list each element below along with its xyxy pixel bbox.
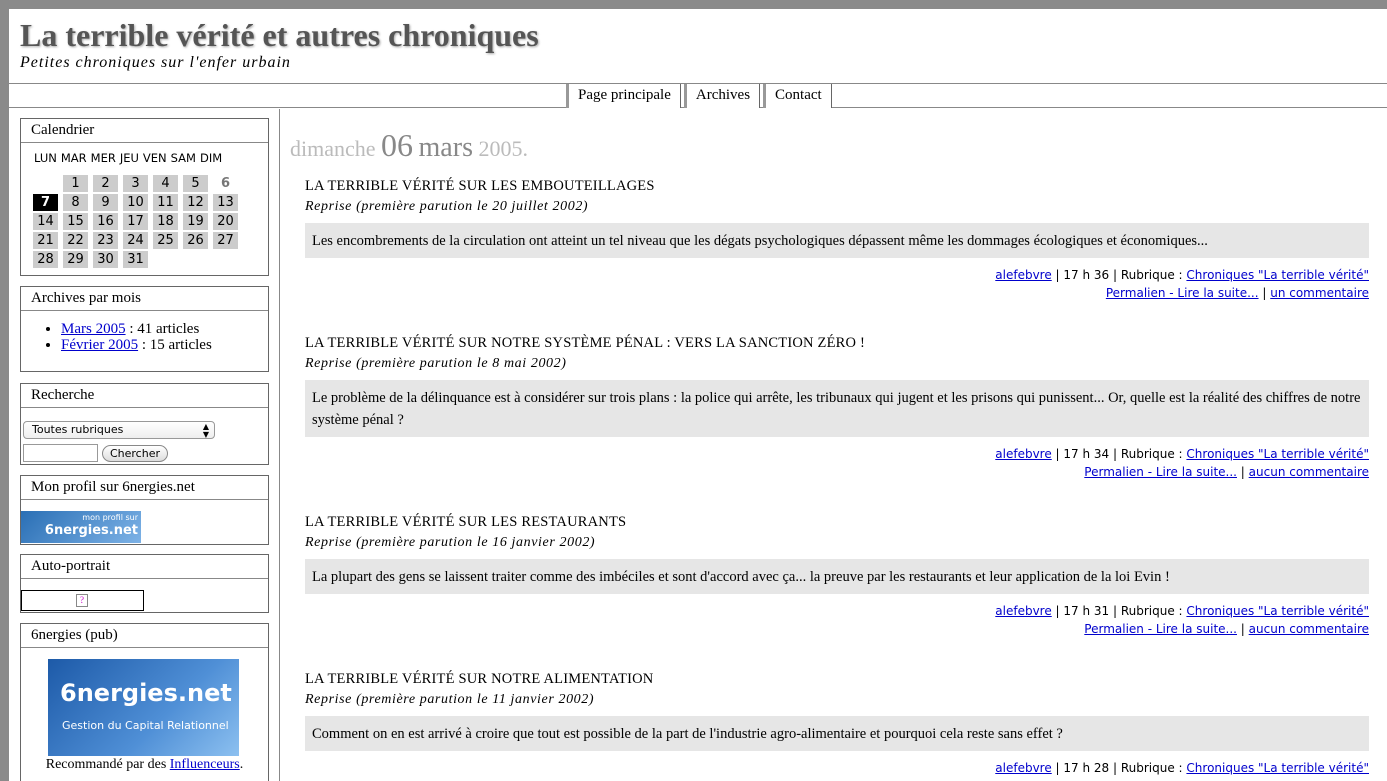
calendar-title: Calendrier xyxy=(21,119,268,143)
post-subtitle: Reprise (première parution le 20 juillet 2002) xyxy=(305,199,589,214)
archives-list xyxy=(21,321,268,353)
weekday: SAM xyxy=(170,151,196,165)
calendar-day[interactable]: 6 xyxy=(220,176,231,191)
calendar-day[interactable]: 27 xyxy=(213,232,238,249)
calendar-day[interactable]: 28 xyxy=(33,251,58,268)
calendar-day[interactable]: 23 xyxy=(93,232,118,249)
calendar-day[interactable]: 11 xyxy=(153,194,178,211)
post-body: Le problème de la délinquance est à considérer sur trois plans : la police qui arrête, les tribunaux qui jugent et les prisons qui punissent... Or, quelle est la réalité des chiffres de notre système pénal ? xyxy=(305,380,1369,437)
calendar-day[interactable]: 29 xyxy=(63,251,88,268)
post-time: | 17 h 28 | Rubrique : xyxy=(1051,761,1187,775)
ad-caption xyxy=(21,757,268,773)
archive-count: : 15 articles xyxy=(138,337,212,353)
post-time: | 17 h 31 | Rubrique : xyxy=(1051,604,1187,618)
rubrique-link[interactable]: Chroniques "La terrible vérité" xyxy=(1186,604,1369,618)
weekday: JEU xyxy=(119,151,139,165)
weekday: MAR xyxy=(60,151,87,165)
post-title: LA TERRIBLE VÉRITÉ SUR NOTRE ALIMENTATION xyxy=(305,671,654,687)
calendar-day[interactable]: 10 xyxy=(123,194,148,211)
comments-link[interactable]: aucun commentaire xyxy=(1248,622,1369,636)
calendar-day[interactable]: 1 xyxy=(63,175,88,192)
profile-badge[interactable] xyxy=(21,511,141,543)
profile-title: Mon profil sur 6nergies.net xyxy=(21,476,268,500)
post-subtitle: Reprise (première parution le 11 janvier 2002) xyxy=(305,692,595,707)
calendar-empty-cell xyxy=(213,251,238,268)
date-weekday: dimanche xyxy=(290,136,376,161)
post-title: LA TERRIBLE VÉRITÉ SUR LES RESTAURANTS xyxy=(305,514,627,530)
calendar-day[interactable]: 5 xyxy=(183,175,208,192)
portrait-title: Auto-portrait xyxy=(21,555,268,579)
calendar-empty-cell xyxy=(33,175,58,192)
meta-separator: | xyxy=(1236,622,1249,636)
calendar-grid xyxy=(33,175,243,270)
date-year: 2005. xyxy=(478,136,528,161)
calendar-day[interactable]: 21 xyxy=(33,232,58,249)
calendar-day[interactable]: 2 xyxy=(93,175,118,192)
nav-home[interactable]: Page principale xyxy=(566,84,681,108)
calendar-day[interactable]: 9 xyxy=(93,194,118,211)
date-day: 06 xyxy=(381,127,414,163)
rubrique-link[interactable]: Chroniques "La terrible vérité" xyxy=(1186,761,1369,775)
calendar-day[interactable]: 12 xyxy=(183,194,208,211)
calendar-day[interactable]: 20 xyxy=(213,213,238,230)
date-month: mars xyxy=(418,132,473,163)
influenceurs-link[interactable]: Influenceurs xyxy=(169,757,240,772)
post-meta xyxy=(305,445,1369,481)
author-link[interactable]: alefebvre xyxy=(995,447,1052,461)
post-meta xyxy=(305,602,1369,638)
calendar-day[interactable]: 3 xyxy=(123,175,148,192)
badge-small-text: mon profil sur xyxy=(82,513,138,522)
nav-contact[interactable]: Contact xyxy=(763,84,832,108)
permalink-link[interactable]: Permalien - Lire la suite... xyxy=(1084,622,1237,636)
search-button[interactable]: Chercher xyxy=(102,445,168,462)
archive-link-march[interactable]: Mars 2005 xyxy=(61,321,126,337)
archive-link-february[interactable]: Février 2005 xyxy=(61,337,139,353)
search-title: Recherche xyxy=(21,384,268,408)
post-title: LA TERRIBLE VÉRITÉ SUR LES EMBOUTEILLAGES xyxy=(305,178,655,194)
post-time: | 17 h 34 | Rubrique : xyxy=(1051,447,1187,461)
calendar-day[interactable]: 30 xyxy=(93,251,118,268)
weekday: VEN xyxy=(142,151,167,165)
calendar-day[interactable]: 14 xyxy=(33,213,58,230)
calendar-day[interactable]: 7 xyxy=(33,194,58,211)
rubrique-select-value: Toutes rubriques xyxy=(32,423,124,436)
calendar-day[interactable]: 24 xyxy=(123,232,148,249)
badge-brand: 6nergies.net xyxy=(44,523,138,538)
meta-separator: | xyxy=(1236,465,1249,479)
profile-box xyxy=(20,475,269,545)
portrait-image xyxy=(21,590,144,611)
calendar-day[interactable]: 16 xyxy=(93,213,118,230)
calendar-day[interactable]: 17 xyxy=(123,213,148,230)
post-meta xyxy=(305,759,1369,777)
comments-link[interactable]: un commentaire xyxy=(1270,286,1369,300)
rubrique-link[interactable]: Chroniques "La terrible vérité" xyxy=(1186,447,1369,461)
search-input[interactable] xyxy=(23,444,98,462)
author-link[interactable]: alefebvre xyxy=(995,761,1052,775)
meta-separator: | xyxy=(1258,286,1271,300)
calendar-weekdays xyxy=(21,143,268,165)
calendar-box xyxy=(20,118,269,276)
calendar-day[interactable]: 18 xyxy=(153,213,178,230)
weekday: LUN xyxy=(34,151,57,165)
archive-item xyxy=(61,321,268,337)
ad-title: 6nergies (pub) xyxy=(21,624,268,648)
calendar-week xyxy=(33,213,243,232)
rubrique-select[interactable] xyxy=(23,421,215,439)
ad-brand: 6nergies.net xyxy=(60,679,232,707)
nav-archives[interactable]: Archives xyxy=(684,84,760,108)
ad-tagline: Gestion du Capital Relationnel xyxy=(62,719,229,732)
calendar-day[interactable]: 26 xyxy=(183,232,208,249)
date-heading xyxy=(290,127,528,164)
post-body: Les encombrements de la circulation ont atteint un tel niveau que les dégats psychologiques dépassent même les dommages écologiques et économiques... xyxy=(305,223,1369,258)
portrait-box xyxy=(20,554,269,613)
weekday: DIM xyxy=(199,151,223,165)
post xyxy=(305,334,1369,481)
site-tagline: Petites chroniques sur l'enfer urbain xyxy=(20,54,291,71)
post-subtitle: Reprise (première parution le 16 janvier 2002) xyxy=(305,535,596,550)
ad-box xyxy=(20,623,269,781)
calendar-empty-cell xyxy=(153,251,178,268)
calendar-day[interactable]: 25 xyxy=(153,232,178,249)
author-link[interactable]: alefebvre xyxy=(995,604,1052,618)
calendar-empty-cell xyxy=(183,251,208,268)
sidebar xyxy=(9,109,280,781)
rubrique-link[interactable]: Chroniques "La terrible vérité" xyxy=(1186,268,1369,282)
calendar-day[interactable]: 8 xyxy=(63,194,88,211)
archive-count: : 41 articles xyxy=(125,321,200,337)
archives-box xyxy=(20,286,269,372)
post-time: | 17 h 36 | Rubrique : xyxy=(1051,268,1187,282)
comments-link[interactable]: aucun commentaire xyxy=(1248,465,1369,479)
calendar-day[interactable]: 22 xyxy=(63,232,88,249)
page xyxy=(9,9,1387,781)
post-title: LA TERRIBLE VÉRITÉ SUR NOTRE SYSTÈME PÉNAL : VERS LA SANCTION ZÉRO ! xyxy=(305,335,866,351)
archives-title: Archives par mois xyxy=(21,287,268,311)
post xyxy=(305,177,1369,302)
author-link[interactable]: alefebvre xyxy=(995,268,1052,282)
archive-item xyxy=(61,337,268,353)
broken-image-icon: ? xyxy=(76,594,88,607)
select-arrows-icon: ▲ ▼ xyxy=(202,422,209,439)
calendar-week xyxy=(33,251,243,270)
ad-caption-prefix: Recommandé par des xyxy=(45,757,170,772)
permalink-link[interactable]: Permalien - Lire la suite... xyxy=(1105,286,1259,300)
permalink-link[interactable]: Permalien - Lire la suite... xyxy=(1084,465,1237,479)
post-body: La plupart des gens se laissent traiter comme des imbéciles et sont d'accord avec ça... la preuve par les restaurants et leur application de la loi Evin ! xyxy=(305,559,1369,594)
calendar-day[interactable]: 31 xyxy=(123,251,148,268)
post-meta xyxy=(305,266,1369,302)
search-box xyxy=(20,383,269,465)
calendar-day[interactable]: 13 xyxy=(213,194,238,211)
site-title: La terrible vérité et autres chroniques xyxy=(20,17,539,53)
post xyxy=(305,670,1369,777)
calendar-day[interactable]: 19 xyxy=(183,213,208,230)
calendar-week xyxy=(33,194,243,213)
header xyxy=(9,9,1387,83)
main-content xyxy=(290,109,1387,781)
post-body: Comment on en est arrivé à croire que tout est possible de la part de l'industrie agro-alimentaire et pourquoi cela reste sans effet ? xyxy=(305,716,1369,751)
calendar-day[interactable]: 15 xyxy=(63,213,88,230)
post-subtitle: Reprise (première parution le 8 mai 2002) xyxy=(305,356,567,371)
ad-banner[interactable] xyxy=(48,659,239,756)
calendar-week xyxy=(33,232,243,251)
weekday: MER xyxy=(90,151,116,165)
post xyxy=(305,513,1369,638)
calendar-day[interactable]: 4 xyxy=(153,175,178,192)
navigation-bar xyxy=(9,83,1387,108)
calendar-week xyxy=(33,175,243,194)
ad-caption-suffix: . xyxy=(239,757,244,772)
